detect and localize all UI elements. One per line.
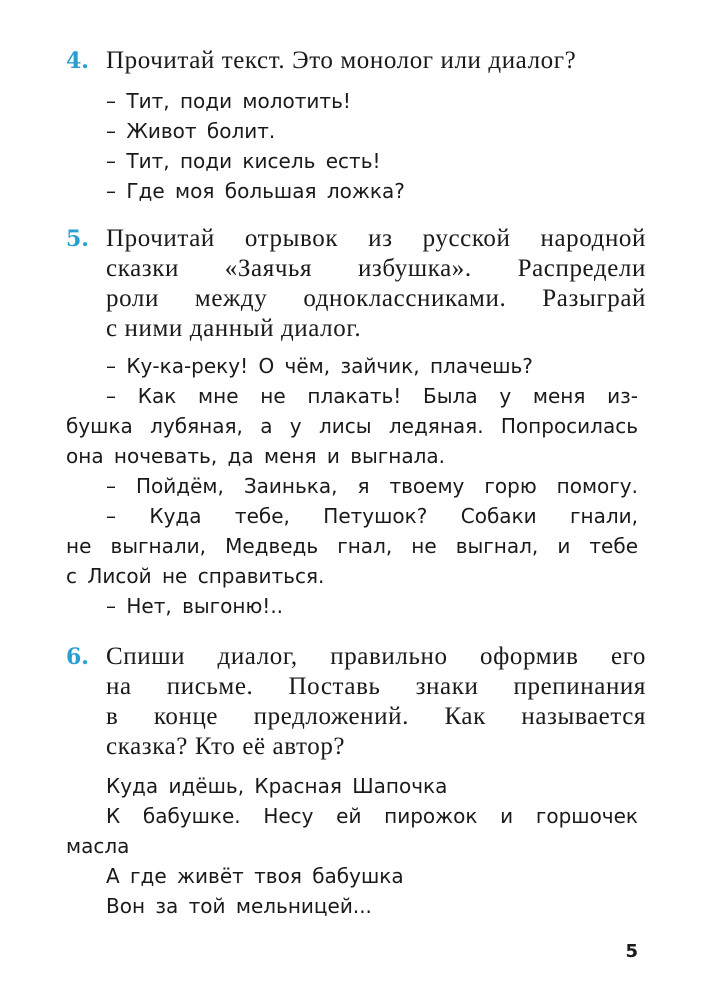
dialogue-line: – Тит, поди кисель есть! bbox=[106, 149, 381, 173]
task-instruction bbox=[106, 224, 646, 344]
task-5 bbox=[66, 224, 646, 344]
instruction-line: сказка? Кто её автор? bbox=[106, 733, 346, 760]
dialogue-line: – Пойдём, Заинька, я твоему горю помогу. bbox=[106, 474, 638, 498]
dialogue-line: – Нет, выгоню!.. bbox=[106, 594, 284, 618]
task-6-dialogue bbox=[66, 771, 638, 921]
dialogue-line: – Тит, поди молотить! bbox=[106, 89, 351, 113]
dialogue-line: она ночевать, да меня и выгнала. bbox=[66, 444, 446, 468]
instruction-line: Прочитай отрывок из русской народной bbox=[106, 225, 646, 252]
dialogue-line: с Лисой не справиться. bbox=[66, 564, 325, 588]
task-6 bbox=[66, 642, 646, 762]
page-number: 5 bbox=[625, 941, 638, 962]
dialogue-line: – Ку-ка-реку! О чём, зайчик, плачешь? bbox=[106, 354, 533, 378]
dialogue-line: бушка лубяная, а у лисы ледяная. Попросилась bbox=[66, 414, 638, 438]
task-instruction bbox=[106, 642, 646, 762]
dialogue-line: – Куда тебе, Петушок? Собаки гнали, bbox=[106, 504, 638, 528]
instruction-line: в конце предложений. Как называется bbox=[106, 703, 646, 730]
dialogue-line: – Живот болит. bbox=[106, 119, 276, 143]
dialogue-line: Вон за той мельницей... bbox=[106, 894, 372, 918]
task-number: 4. bbox=[66, 48, 89, 74]
instruction-line: роли между одноклассниками. Разыграй bbox=[106, 285, 646, 312]
dialogue-line: К бабушке. Несу ей пирожок и горшочек bbox=[106, 804, 638, 828]
dialogue-line: А где живёт твоя бабушка bbox=[106, 864, 404, 888]
dialogue-line: масла bbox=[66, 834, 130, 858]
dialogue-line: – Где моя большая ложка? bbox=[106, 179, 405, 203]
dialogue-line: Куда идёшь, Красная Шапочка bbox=[106, 774, 448, 798]
instruction-line: на письме. Поставь знаки препинания bbox=[106, 673, 646, 700]
instruction-line: Спиши диалог, правильно оформив его bbox=[106, 643, 646, 670]
dialogue-line: не выгнали, Медведь гнал, не выгнал, и тебе bbox=[66, 534, 638, 558]
task-instruction bbox=[106, 46, 646, 76]
task-5-dialogue bbox=[66, 351, 638, 621]
instruction-line: Прочитай текст. Это монолог или диалог? bbox=[106, 47, 577, 74]
dialogue-line: – Как мне не плакать! Была у меня из- bbox=[106, 384, 638, 408]
task-4-dialogue bbox=[66, 86, 638, 206]
instruction-line: сказки «Заячья избушка». Распредели bbox=[106, 255, 646, 282]
task-number: 6. bbox=[66, 644, 89, 670]
task-number: 5. bbox=[66, 226, 89, 252]
task-4 bbox=[66, 46, 646, 76]
instruction-line: с ними данный диалог. bbox=[106, 315, 362, 342]
